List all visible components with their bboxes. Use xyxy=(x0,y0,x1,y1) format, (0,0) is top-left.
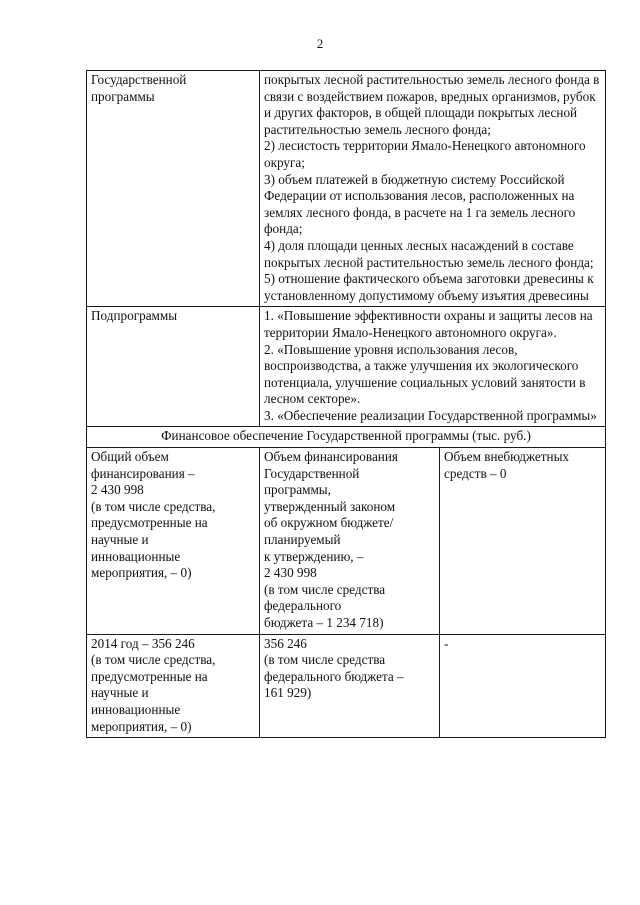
page-number: 2 xyxy=(316,36,324,51)
extrabudget-funding-cell: Объем внебюджетных средств – 0 xyxy=(440,448,606,635)
program-funding-cell: Объем финансирования Государственной программы, утвержденный законом об окружном бюджете/ планируемый к утверждению, – 2 430 998 (в том числе средства федерального бюджета – 1 234 718) xyxy=(260,448,440,635)
year-2014-total-cell: 2014 год – 356 246 (в том числе средства, предусмотренные на научные и инновационные мероприятия, – 0) xyxy=(87,634,260,738)
goals-text: покрытых лесной растительностью земель лесного фонда в связи с воздействием пожаров, вредных организмов, рубок и других факторов, в общей площади покрытых лесной растительностью земель лесного фонда; 2) лесистость территории Ямало-Ненецкого автономного округа; 3) объем платежей в бюджетную систему Российской Федерации от использования лесов, расположенных на землях лесного фонда, в расчете на 1 га земель лесного фонда; 4) доля площади ценных лесных насаждений в составе покрытых лесной растительностью земель лесного фонда; 5) отношение фактического объема заготовки древесины к установленному допустимому объему изъятия древесины xyxy=(260,71,606,307)
finance-header-row xyxy=(87,427,606,448)
total-funding-cell: Общий объем финансирования – 2 430 998 (в том числе средства, предусмотренные на научные и инновационные мероприятия, – 0) xyxy=(87,448,260,635)
year-2014-extrabudget-cell: - xyxy=(440,634,606,738)
passport-table xyxy=(86,70,606,738)
goals-label: Государственной программы xyxy=(87,71,260,307)
subprograms-label: Подпрограммы xyxy=(87,307,260,427)
subprograms-text: 1. «Повышение эффективности охраны и защиты лесов на территории Ямало-Ненецкого автономного округа». 2. «Повышение уровня использования лесов, воспроизводства, а также улучшения их экологического потенциала, улучшение социальных условий занятости в лесном секторе». 3. «Обеспечение реализации Государственной программы» xyxy=(260,307,606,427)
year-2014-row xyxy=(87,634,606,738)
finance-header: Финансовое обеспечение Государственной программы (тыс. руб.) xyxy=(87,427,606,448)
year-2014-program-cell: 356 246 (в том числе средства федерального бюджета – 161 929) xyxy=(260,634,440,738)
finance-totals-row xyxy=(87,448,606,635)
goals-row xyxy=(87,71,606,307)
subprograms-row xyxy=(87,307,606,427)
